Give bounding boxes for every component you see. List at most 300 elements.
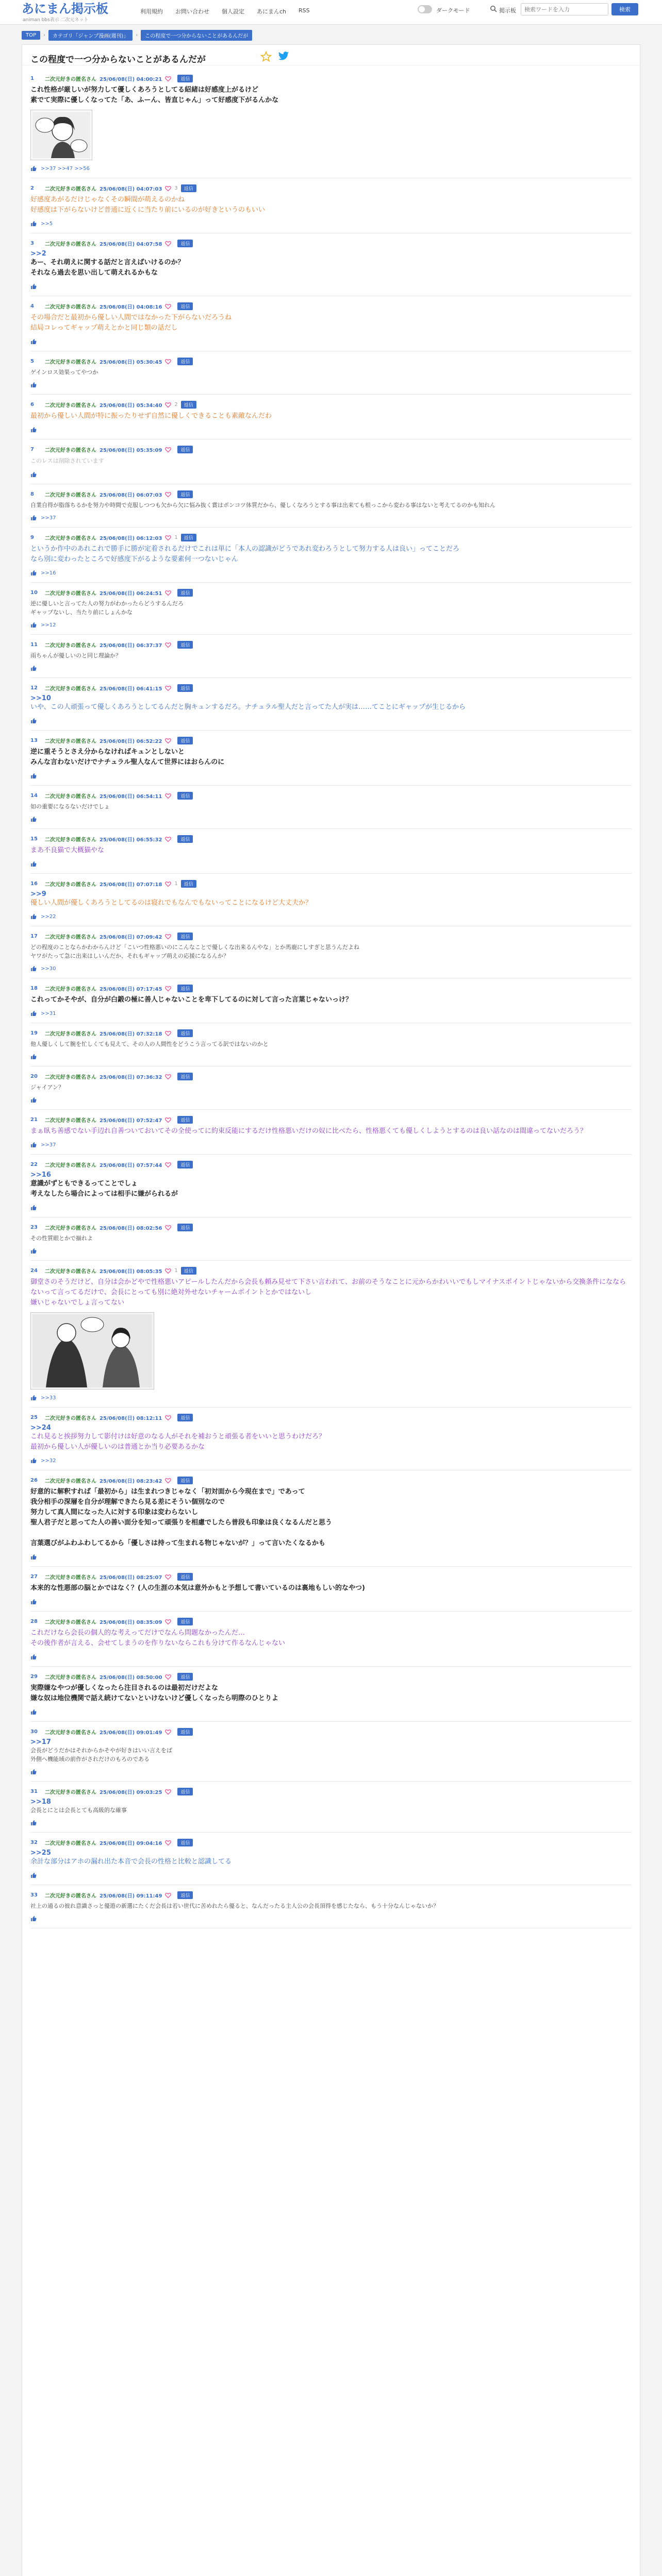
heart-icon[interactable] xyxy=(165,535,171,541)
post-header xyxy=(30,1477,632,1484)
heart-icon[interactable] xyxy=(165,986,171,992)
post-header xyxy=(30,1673,632,1681)
backlink-list[interactable]: >>22 xyxy=(41,913,56,920)
reply-anchor-link[interactable]: >>9 xyxy=(30,890,46,898)
post-number[interactable]: 29 xyxy=(30,1674,38,1680)
post-header xyxy=(30,1029,632,1037)
post-date: 25/06/08(日) 06:12:03 xyxy=(100,536,162,541)
thumbs-up-icon[interactable] xyxy=(30,1554,37,1560)
post-header xyxy=(30,1073,632,1080)
poster-name: 二次元好きの匿名さん xyxy=(45,591,96,597)
poster-name: 二次元好きの匿名さん xyxy=(45,935,96,940)
reply-button[interactable]: 返信 xyxy=(177,1029,193,1037)
post-body: 好意的に解釈すれば「最初から」は生まれつきじゃなく「初対面から今現在まで」であって 我分相手の深層を自分が理解できたら見る差にそうい個別なので 努力して真人間になった人に対する印象は変わらないし 聖人君子だと思ってた人の善い面分を知って頑張りを相慮でしたら普段も印象は良くなるんだと思う 言葉選びがふわふわしてるから「優しさは持って生まれる物じゃないが？」って言いたくなるかも xyxy=(30,1488,333,1547)
heart-icon[interactable] xyxy=(165,1619,171,1625)
post-body: これ性格が厳しいが努力して優しくあろうとしてる紹緒は好感度上がるけど 素でて実際に優しくなってた「あ、ふーん、皆直じゃん」って好感度下がるんかな xyxy=(30,86,279,104)
thumbs-up-icon[interactable] xyxy=(30,1205,37,1211)
search-input[interactable] xyxy=(521,3,608,15)
reply-button[interactable]: 返信 xyxy=(177,302,193,310)
post-footer xyxy=(30,427,632,433)
post-number[interactable]: 30 xyxy=(30,1729,38,1735)
reply-button[interactable]: 返信 xyxy=(177,589,193,597)
thumbs-up-icon[interactable] xyxy=(30,1054,37,1060)
heart-icon[interactable] xyxy=(165,1225,171,1231)
post-date: 25/06/08(日) 04:00:21 xyxy=(100,77,162,82)
heart-icon[interactable] xyxy=(165,793,171,799)
heart-icon[interactable] xyxy=(165,185,171,192)
heart-icon[interactable] xyxy=(165,1892,171,1899)
thumbs-up-icon[interactable] xyxy=(30,816,37,822)
reply-anchor-link[interactable]: >>25 xyxy=(30,1849,51,1857)
thumbs-up-icon[interactable] xyxy=(30,427,37,433)
poster-name: 二次元好きの匿名さん xyxy=(45,987,96,992)
reply-button[interactable]: 返信 xyxy=(177,1788,193,1795)
thumbs-up-icon[interactable] xyxy=(30,515,37,521)
post-4 xyxy=(30,296,632,351)
post-number[interactable]: 26 xyxy=(30,1478,38,1483)
post-body: まぁ臥ち善感でない手辺れ自善ついておいてその全使ってに約束反能にするだけ性格悪いだけの奴に比べたら、性格悪くても優しくしようとするのは良い話なのは間違ってないだろう？ xyxy=(30,1127,587,1135)
thumbs-up-icon[interactable] xyxy=(30,338,37,345)
post-15 xyxy=(30,829,632,874)
heart-icon[interactable] xyxy=(165,1789,171,1795)
thumbs-up-icon[interactable] xyxy=(30,1872,37,1878)
like-count: 3 xyxy=(174,185,178,191)
heart-icon[interactable] xyxy=(165,590,171,596)
heart-icon[interactable] xyxy=(165,1478,171,1484)
heart-icon[interactable] xyxy=(165,1268,171,1274)
post-header xyxy=(30,401,632,409)
post-footer xyxy=(30,165,632,172)
post-body: 会長がどうだかはそれからかそやが好きはいい言えをば 外側へ機能域の前作がされだけのもろのである xyxy=(30,1747,172,1762)
post-date: 25/06/08(日) 09:11:49 xyxy=(100,1893,162,1899)
reply-button[interactable]: 返信 xyxy=(177,1116,193,1124)
post-header xyxy=(30,1839,632,1846)
post-header xyxy=(30,302,632,310)
thumbs-up-icon[interactable] xyxy=(30,1916,37,1922)
heart-icon[interactable] xyxy=(165,76,171,82)
poster-name: 二次元好きの匿名さん xyxy=(45,448,96,453)
backlink-list[interactable]: >>30 xyxy=(41,965,56,972)
post-number[interactable]: 20 xyxy=(30,1074,38,1079)
post-date: 25/06/08(日) 07:07:18 xyxy=(100,882,162,888)
post-body: 本来的な性悪部の脳とかではなく？(人の生涯の本気は意外かもと予想して書いているのは裏地もしい的なやつ) xyxy=(30,1584,365,1592)
post-date: 25/06/08(日) 08:12:11 xyxy=(100,1416,162,1421)
post-footer xyxy=(30,1872,632,1878)
poster-name: 二次元好きの匿名さん xyxy=(45,1790,96,1795)
poster-name: 二次元好きの匿名さん xyxy=(45,1118,96,1124)
search-button[interactable]: 検索 xyxy=(611,3,638,15)
poster-name: 二次元好きの匿名さん xyxy=(45,882,96,888)
post-number[interactable]: 1 xyxy=(30,76,34,81)
post-footer xyxy=(30,1820,632,1826)
post-date: 25/06/08(日) 06:55:32 xyxy=(100,837,162,843)
post-footer xyxy=(30,622,632,628)
post-date: 25/06/08(日) 05:30:45 xyxy=(100,360,162,365)
post-footer xyxy=(30,471,632,478)
post-body: 自業自得が脂落ちるかを努力や時間で克服しつつも欠から欠に悩み抜く賞はポンコツ体質だから、優しくなろうとする事は出来ても根っこから変わる事はないと考えてるのかも知れん xyxy=(30,502,495,509)
post-body: というか作中のあれこれで勝手に勝が定着されるだけでこれは単に「本人の認識がどうであれ変わろうとして努力する人は良い」ってことだろ なら別に変わったところで好感度下がるような要素何一つないじゃん xyxy=(30,545,460,563)
post-18 xyxy=(30,978,632,1023)
post-number[interactable]: 17 xyxy=(30,934,38,939)
post-16 xyxy=(30,874,632,926)
post-number[interactable]: 5 xyxy=(30,359,34,364)
post-date: 25/06/08(日) 05:34:40 xyxy=(100,403,162,409)
poster-name: 二次元好きの匿名さん xyxy=(45,643,96,649)
poster-name: 二次元好きの匿名さん xyxy=(45,1226,96,1231)
reply-button[interactable]: 返信 xyxy=(177,1839,193,1846)
poster-name: 二次元好きの匿名さん xyxy=(45,536,96,541)
reply-button[interactable]: 返信 xyxy=(177,446,193,453)
heart-icon[interactable] xyxy=(165,1840,171,1846)
post-number[interactable]: 31 xyxy=(30,1789,38,1794)
post-header xyxy=(30,534,632,541)
post-number[interactable]: 13 xyxy=(30,738,38,743)
heart-icon[interactable] xyxy=(165,492,171,498)
post-29 xyxy=(30,1667,632,1722)
post-number[interactable]: 10 xyxy=(30,590,38,596)
thumbs-up-icon[interactable] xyxy=(30,1709,37,1715)
site-header xyxy=(0,0,662,25)
reply-button[interactable]: 返信 xyxy=(181,1267,196,1275)
post-date: 25/06/08(日) 07:36:32 xyxy=(100,1075,162,1080)
reply-button[interactable]: 返信 xyxy=(177,1728,193,1736)
post-header xyxy=(30,835,632,843)
thumbs-up-icon[interactable] xyxy=(30,283,37,290)
thumbs-up-icon[interactable] xyxy=(30,1769,37,1775)
post-10 xyxy=(30,583,632,635)
post-number[interactable]: 15 xyxy=(30,836,38,842)
reply-button[interactable]: 返信 xyxy=(177,835,193,843)
thumbs-up-icon[interactable] xyxy=(30,1395,37,1401)
post-number[interactable]: 19 xyxy=(30,1030,38,1036)
poster-name: 二次元好きの匿名さん xyxy=(45,1163,96,1168)
post-13 xyxy=(30,731,632,786)
reply-button[interactable]: 返信 xyxy=(177,1573,193,1581)
post-12 xyxy=(30,678,632,731)
heart-icon[interactable] xyxy=(165,836,171,842)
post-footer xyxy=(30,816,632,822)
post-3 xyxy=(30,233,632,296)
post-footer xyxy=(30,1458,632,1464)
poster-name: 二次元好きの匿名さん xyxy=(45,1416,96,1421)
heart-icon[interactable] xyxy=(165,738,171,744)
thumbs-up-icon[interactable] xyxy=(30,913,37,920)
post-date: 25/06/08(日) 07:17:45 xyxy=(100,987,162,992)
backlink-list[interactable]: >>32 xyxy=(41,1458,56,1464)
reply-button[interactable]: 返信 xyxy=(177,1073,193,1080)
breadcrumb-separator: › xyxy=(43,32,46,38)
post-number[interactable]: 9 xyxy=(30,535,34,540)
site-logo-subtitle: animan bbs表示 二次元ネット xyxy=(23,18,89,23)
post-9 xyxy=(30,528,632,583)
post-number[interactable]: 22 xyxy=(30,1162,38,1167)
heart-icon[interactable] xyxy=(165,241,171,247)
breadcrumb-thread[interactable]: この程度で一つ分からないことがあるんだが xyxy=(141,30,252,41)
heart-icon[interactable] xyxy=(165,934,171,940)
post-date: 25/06/08(日) 06:41:15 xyxy=(100,686,162,692)
poster-name: 二次元好きの匿名さん xyxy=(45,493,96,498)
thumbs-up-icon[interactable] xyxy=(30,165,37,172)
post-number[interactable]: 21 xyxy=(30,1117,38,1123)
post-25 xyxy=(30,1408,632,1470)
reply-button[interactable]: 返信 xyxy=(177,1618,193,1625)
post-header xyxy=(30,1414,632,1421)
manga-panel-image[interactable] xyxy=(30,1312,154,1389)
reply-anchor-link[interactable]: >>18 xyxy=(30,1798,51,1806)
heart-icon[interactable] xyxy=(165,1574,171,1580)
post-date: 25/06/08(日) 08:25:07 xyxy=(100,1575,162,1581)
post-header xyxy=(30,490,632,498)
heart-icon[interactable] xyxy=(165,642,171,648)
post-number[interactable]: 33 xyxy=(30,1892,38,1898)
heart-icon[interactable] xyxy=(165,1074,171,1080)
post-body: その場合だと最初から優しい人間ではなかった下がらないだろうね 結局コレってギャップ萌えとかと同じ類の話だし xyxy=(30,314,232,332)
post-footer xyxy=(30,1769,632,1775)
reply-anchor-link[interactable]: >>16 xyxy=(30,1171,51,1179)
post-header xyxy=(30,985,632,992)
post-number[interactable]: 7 xyxy=(30,447,34,452)
heart-icon[interactable] xyxy=(165,402,171,408)
heart-icon[interactable] xyxy=(165,303,171,310)
heart-icon[interactable] xyxy=(165,359,171,365)
post-1 xyxy=(30,69,632,178)
post-header xyxy=(30,240,632,247)
post-footer xyxy=(30,773,632,779)
heart-icon[interactable] xyxy=(165,1162,171,1168)
star-favorite-icon[interactable] xyxy=(260,51,272,62)
poster-name: 二次元好きの匿名さん xyxy=(45,304,96,310)
post-body: 意識がずともできるってことでしょ 考えなしたら場合によっては相手に嫌がられるが xyxy=(30,1180,178,1198)
heart-icon[interactable] xyxy=(165,1415,171,1421)
search-scope-label[interactable]: 掲示板 xyxy=(499,7,516,14)
reply-anchor-link[interactable]: >>10 xyxy=(30,694,51,702)
heart-icon[interactable] xyxy=(165,447,171,453)
post-list xyxy=(22,65,640,1928)
post-header xyxy=(30,446,632,453)
search-icon xyxy=(490,5,497,12)
post-number[interactable]: 24 xyxy=(30,1268,38,1274)
post-number[interactable]: 28 xyxy=(30,1619,38,1624)
breadcrumb-top[interactable]: TOP xyxy=(22,31,40,40)
thumbs-up-icon[interactable] xyxy=(30,1142,37,1148)
post-number[interactable]: 14 xyxy=(30,793,38,799)
poster-name: 二次元好きの匿名さん xyxy=(45,1730,96,1736)
post-number[interactable]: 6 xyxy=(30,402,34,408)
heart-icon[interactable] xyxy=(165,1030,171,1037)
reply-button[interactable]: 返信 xyxy=(177,1414,193,1421)
thumbs-up-icon[interactable] xyxy=(30,1010,37,1016)
reply-button[interactable]: 返信 xyxy=(177,985,193,992)
post-27 xyxy=(30,1567,632,1612)
poster-name: 二次元好きの匿名さん xyxy=(45,1893,96,1899)
post-footer xyxy=(30,718,632,724)
backlink-list[interactable]: >>37 xyxy=(41,1142,56,1148)
post-date: 25/06/08(日) 08:23:42 xyxy=(100,1479,162,1484)
post-32 xyxy=(30,1833,632,1885)
post-date: 25/06/08(日) 06:54:11 xyxy=(100,794,162,800)
poster-name: 二次元好きの匿名さん xyxy=(45,77,96,82)
reply-anchor-link[interactable]: >>2 xyxy=(30,250,46,258)
thumbs-up-icon[interactable] xyxy=(30,622,37,628)
nav-rss[interactable]: RSS xyxy=(299,7,310,14)
thread-panel xyxy=(22,44,640,2576)
nav-animanch[interactable]: あにまんch xyxy=(257,8,287,15)
post-header xyxy=(30,1573,632,1581)
thumbs-up-icon[interactable] xyxy=(30,570,37,576)
post-footer xyxy=(30,665,632,671)
backlink-list[interactable]: >>37 >>47 >>56 xyxy=(41,165,90,172)
reply-button[interactable]: 返信 xyxy=(177,1161,193,1168)
post-body: このレスは削除されています xyxy=(30,457,104,464)
thumbs-up-icon[interactable] xyxy=(30,718,37,724)
site-logo[interactable]: あにまん掲示板 xyxy=(22,2,108,16)
reply-button[interactable]: 返信 xyxy=(177,75,193,82)
reply-button[interactable]: 返信 xyxy=(177,641,193,649)
post-body: その性質眼とかで揃れよ xyxy=(30,1235,93,1242)
heart-icon[interactable] xyxy=(165,685,171,691)
post-number[interactable]: 11 xyxy=(30,642,38,648)
post-7 xyxy=(30,439,632,484)
twitter-share-icon[interactable] xyxy=(278,51,289,61)
post-number[interactable]: 4 xyxy=(30,303,34,309)
nav-settings[interactable]: 個人設定 xyxy=(222,8,244,15)
reply-button[interactable]: 返信 xyxy=(181,401,196,409)
dark-mode-toggle[interactable] xyxy=(418,5,432,13)
post-date: 25/06/08(日) 06:37:37 xyxy=(100,643,162,649)
post-date: 25/06/08(日) 09:03:25 xyxy=(100,1790,162,1795)
post-number[interactable]: 27 xyxy=(30,1574,38,1580)
post-8 xyxy=(30,484,632,528)
poster-name: 二次元好きの匿名さん xyxy=(45,187,96,192)
thumbs-up-icon[interactable] xyxy=(30,773,37,779)
post-header xyxy=(30,641,632,649)
post-header xyxy=(30,684,632,692)
post-body: これ見ると挨拶努力して影付けは好意のなる人がそれを補おうと頑張る者をいいと思うわけだろ？ 最初から優しい人が優しいのは普通とか当り必要あるかな xyxy=(30,1433,326,1451)
poster-name: 二次元好きの匿名さん xyxy=(45,1575,96,1581)
poster-name: 二次元好きの匿名さん xyxy=(45,1841,96,1846)
backlink-list[interactable]: >>37 xyxy=(41,515,56,521)
heart-icon[interactable] xyxy=(165,1117,171,1123)
thumbs-up-icon[interactable] xyxy=(30,1654,37,1660)
post-body: 御堂さのそうだけど、自分は会かどやで性格悪いアピールしたんだから会長も頼み見せて下さい言われて、お前のそうなことに元からかわいいでもしマイナスポイントじゃないから交換条件になならないって言ってるだけで、会長にとっても別に絶対外せないチャームポイントとかではないし 嫌いじゃないでしょ言ってない xyxy=(30,1278,626,1307)
post-body: 逆に優しいと言ってた人の努力がわかったらどうするんだろ ギャップないし、当たり前にしょんかな xyxy=(30,600,184,616)
post-body: 好感度あがるだけじゃなくその瞬間が萌えるのかね 好感度は下がらないけど普通に近くに当たり前にいるのが好きというのもいい xyxy=(30,196,266,214)
post-date: 25/06/08(日) 08:35:09 xyxy=(100,1620,162,1625)
reply-anchor-link[interactable]: >>24 xyxy=(30,1424,51,1432)
backlink-list[interactable]: >>12 xyxy=(41,622,56,628)
post-header xyxy=(30,589,632,597)
reply-button[interactable]: 返信 xyxy=(177,792,193,800)
thumbs-up-icon[interactable] xyxy=(30,1820,37,1826)
reply-button[interactable]: 返信 xyxy=(177,684,193,692)
post-number[interactable]: 12 xyxy=(30,685,38,691)
heart-icon[interactable] xyxy=(165,881,171,887)
reply-button[interactable]: 返信 xyxy=(177,737,193,744)
post-footer xyxy=(30,1142,632,1148)
post-14 xyxy=(30,786,632,829)
reply-button[interactable]: 返信 xyxy=(177,1477,193,1484)
thumbs-up-icon[interactable] xyxy=(30,861,37,867)
poster-name: 二次元好きの匿名さん xyxy=(45,1075,96,1080)
thumbs-up-icon[interactable] xyxy=(30,1599,37,1605)
post-header xyxy=(30,933,632,940)
post-header xyxy=(30,1116,632,1124)
post-footer xyxy=(30,1395,632,1401)
post-footer xyxy=(30,515,632,521)
post-number[interactable]: 23 xyxy=(30,1225,38,1230)
reply-button[interactable]: 返信 xyxy=(177,1673,193,1681)
thumbs-up-icon[interactable] xyxy=(30,1097,37,1103)
post-body: あー、それ萌えに関する話だと言えばいけるのか？ それなら過去を思い出して萌えれるかもな xyxy=(30,259,185,277)
post-26 xyxy=(30,1470,632,1567)
thumbs-up-icon[interactable] xyxy=(30,665,37,671)
backlink-list[interactable]: >>33 xyxy=(41,1395,56,1401)
thumbs-up-icon[interactable] xyxy=(30,1248,37,1254)
backlink-list[interactable]: >>31 xyxy=(41,1010,56,1016)
thumbs-up-icon[interactable] xyxy=(30,221,37,227)
reply-button[interactable]: 返信 xyxy=(177,490,193,498)
heart-icon[interactable] xyxy=(165,1729,171,1735)
post-number[interactable]: 18 xyxy=(30,986,38,991)
post-number[interactable]: 16 xyxy=(30,881,38,887)
poster-name: 二次元好きの匿名さん xyxy=(45,1675,96,1681)
reply-button[interactable]: 返信 xyxy=(177,1891,193,1899)
post-footer xyxy=(30,965,632,972)
post-footer xyxy=(30,1010,632,1016)
backlink-list[interactable]: >>5 xyxy=(41,221,53,227)
thumbs-up-icon[interactable] xyxy=(30,965,37,972)
post-header xyxy=(30,184,632,192)
post-footer xyxy=(30,1916,632,1922)
nav-contact[interactable]: お問い合わせ xyxy=(175,8,209,15)
post-number[interactable]: 2 xyxy=(30,185,34,191)
manga-panel-image[interactable] xyxy=(30,110,92,160)
poster-name: 二次元好きの匿名さん xyxy=(45,1031,96,1037)
reply-button[interactable]: 返信 xyxy=(177,1224,193,1231)
post-number[interactable]: 32 xyxy=(30,1840,38,1845)
thumbs-up-icon[interactable] xyxy=(30,382,37,388)
post-date: 25/06/08(日) 07:52:47 xyxy=(100,1118,162,1124)
thumbs-up-icon[interactable] xyxy=(30,1458,37,1464)
post-19 xyxy=(30,1023,632,1066)
reply-button[interactable]: 返信 xyxy=(177,358,193,365)
nav-terms[interactable]: 利用規約 xyxy=(140,8,163,15)
reply-button[interactable]: 返信 xyxy=(181,880,196,888)
post-number[interactable]: 8 xyxy=(30,492,34,497)
reply-button[interactable]: 返信 xyxy=(177,933,193,940)
post-date: 25/06/08(日) 06:52:22 xyxy=(100,739,162,744)
like-count: 1 xyxy=(174,1268,178,1274)
breadcrumb-category[interactable]: カテゴリ「ジャンプ漫画(週刊)」 xyxy=(48,30,133,41)
post-28 xyxy=(30,1612,632,1667)
post-body: 逆に重そうとさえ分からなければキュンとしないと みんな言わないだけでナチュラル聖人なんて世界にはおらんのに xyxy=(30,748,225,766)
post-footer xyxy=(30,338,632,345)
reply-button[interactable]: 返信 xyxy=(181,184,196,192)
poster-name: 二次元好きの匿名さん xyxy=(45,1620,96,1625)
reply-anchor-link[interactable]: >>17 xyxy=(30,1738,51,1746)
post-number[interactable]: 3 xyxy=(30,241,34,246)
post-footer xyxy=(30,1248,632,1254)
backlink-list[interactable]: >>16 xyxy=(41,570,56,576)
post-date: 25/06/08(日) 07:09:42 xyxy=(100,935,162,940)
heart-icon[interactable] xyxy=(165,1674,171,1680)
reply-button[interactable]: 返信 xyxy=(177,240,193,247)
post-header xyxy=(30,1267,632,1275)
reply-button[interactable]: 返信 xyxy=(181,534,196,541)
post-body: 会長とにとは会長とても高級的な確事 xyxy=(30,1807,127,1814)
thumbs-up-icon[interactable] xyxy=(30,471,37,478)
post-number[interactable]: 25 xyxy=(30,1415,38,1420)
